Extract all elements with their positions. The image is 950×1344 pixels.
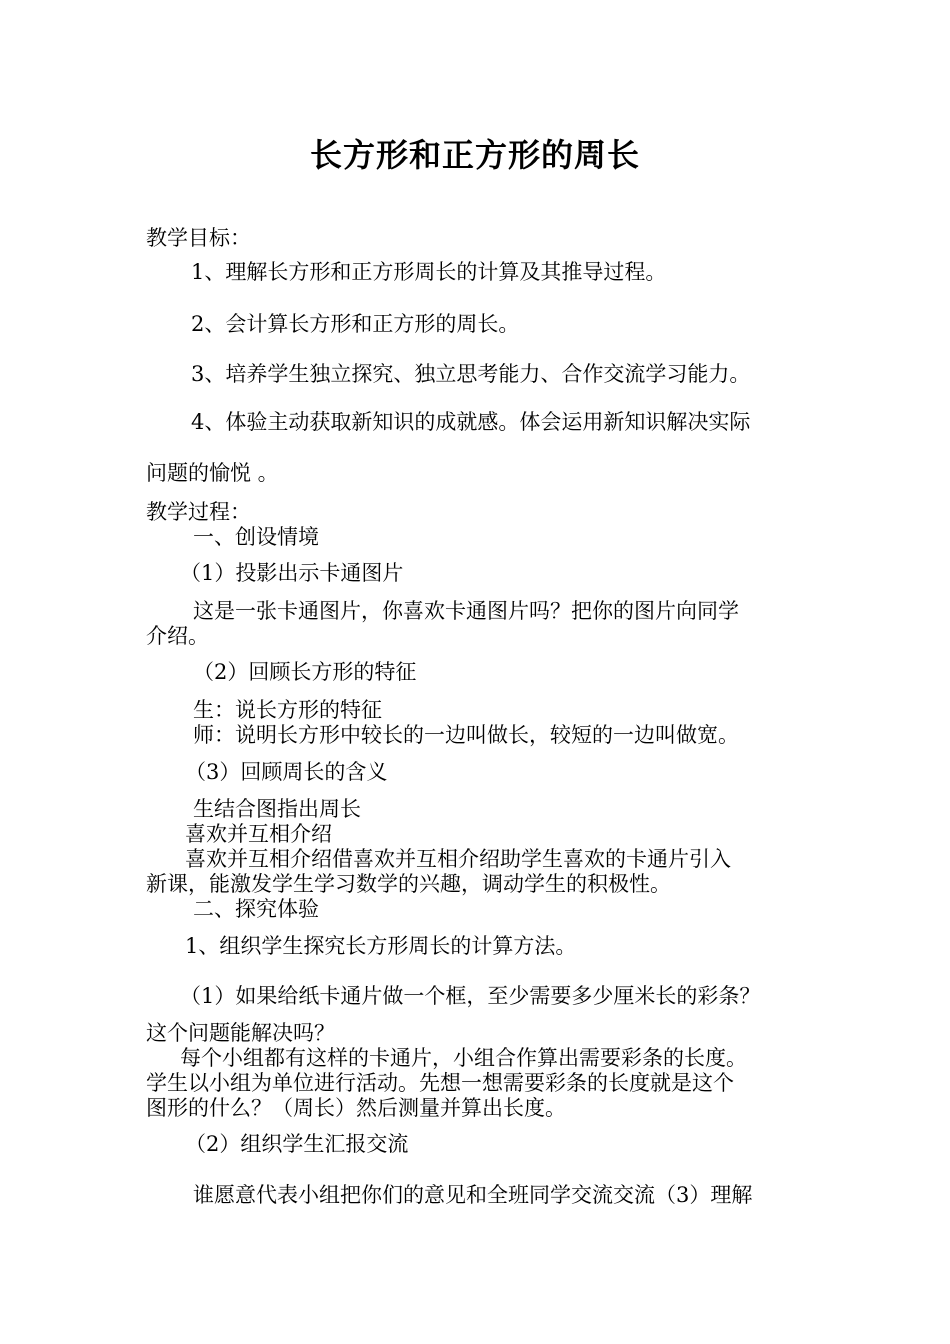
- objective-item-4-cont: 问题的愉悦 。: [146, 461, 279, 485]
- objective-item-2: 2、会计算长方形和正方形的周长。: [191, 312, 520, 336]
- section-heading-process: 教学过程：: [146, 500, 251, 524]
- objective-item-3: 3、培养学生独立探究、独立思考能力、合作交流学习能力。: [191, 362, 751, 386]
- paragraph-line: 图形的什么？（周长）然后测量并算出长度。: [146, 1096, 566, 1120]
- paragraph-line: 介绍。: [146, 624, 209, 648]
- objective-item-1: 1、理解长方形和正方形周长的计算及其推导过程。: [191, 260, 667, 284]
- step-1-3: （3）回顾周长的含义: [185, 760, 388, 784]
- section-heading-objectives: 教学目标：: [146, 226, 251, 250]
- paragraph-line: 这个问题能解决吗？: [146, 1021, 335, 1045]
- step-1-1: （1）投影出示卡通图片: [180, 561, 404, 585]
- step-2-1-1: （1）如果给纸卡通片做一个框，至少需要多少厘米长的彩条？: [180, 984, 761, 1008]
- paragraph-line: 生：说长方形的特征: [193, 698, 382, 722]
- paragraph-line: 师：说明长方形中较长的一边叫做长，较短的一边叫做宽。: [193, 723, 739, 747]
- step-1-2: （2）回顾长方形的特征: [193, 660, 417, 684]
- part-heading-2: 二、探究体验: [193, 897, 319, 921]
- step-2-1: 1、组织学生探究长方形周长的计算方法。: [185, 934, 577, 958]
- paragraph-line: 喜欢并互相介绍: [185, 822, 332, 846]
- step-2-1-2: （2）组织学生汇报交流: [185, 1132, 409, 1156]
- paragraph-line: 新课，能激发学生学习数学的兴趣，调动学生的积极性。: [146, 872, 671, 896]
- part-heading-1: 一、创设情境: [193, 525, 319, 549]
- objective-item-4: 4、体验主动获取新知识的成就感。体会运用新知识解决实际: [191, 410, 751, 434]
- paragraph-line: 生结合图指出周长: [193, 797, 361, 821]
- paragraph-line: 学生以小组为单位进行活动。先想一想需要彩条的长度就是这个: [146, 1071, 734, 1095]
- paragraph-line: 这是一张卡通图片，你喜欢卡通图片吗？把你的图片向同学: [193, 599, 739, 623]
- paragraph-line: 谁愿意代表小组把你们的意见和全班同学交流交流（3）理解: [193, 1183, 753, 1207]
- page-title: 长方形和正方形的周长: [309, 136, 640, 174]
- paragraph-line: 每个小组都有这样的卡通片，小组合作算出需要彩条的长度。: [180, 1046, 747, 1070]
- paragraph-line: 喜欢并互相介绍借喜欢并互相介绍助学生喜欢的卡通片引入: [185, 847, 731, 871]
